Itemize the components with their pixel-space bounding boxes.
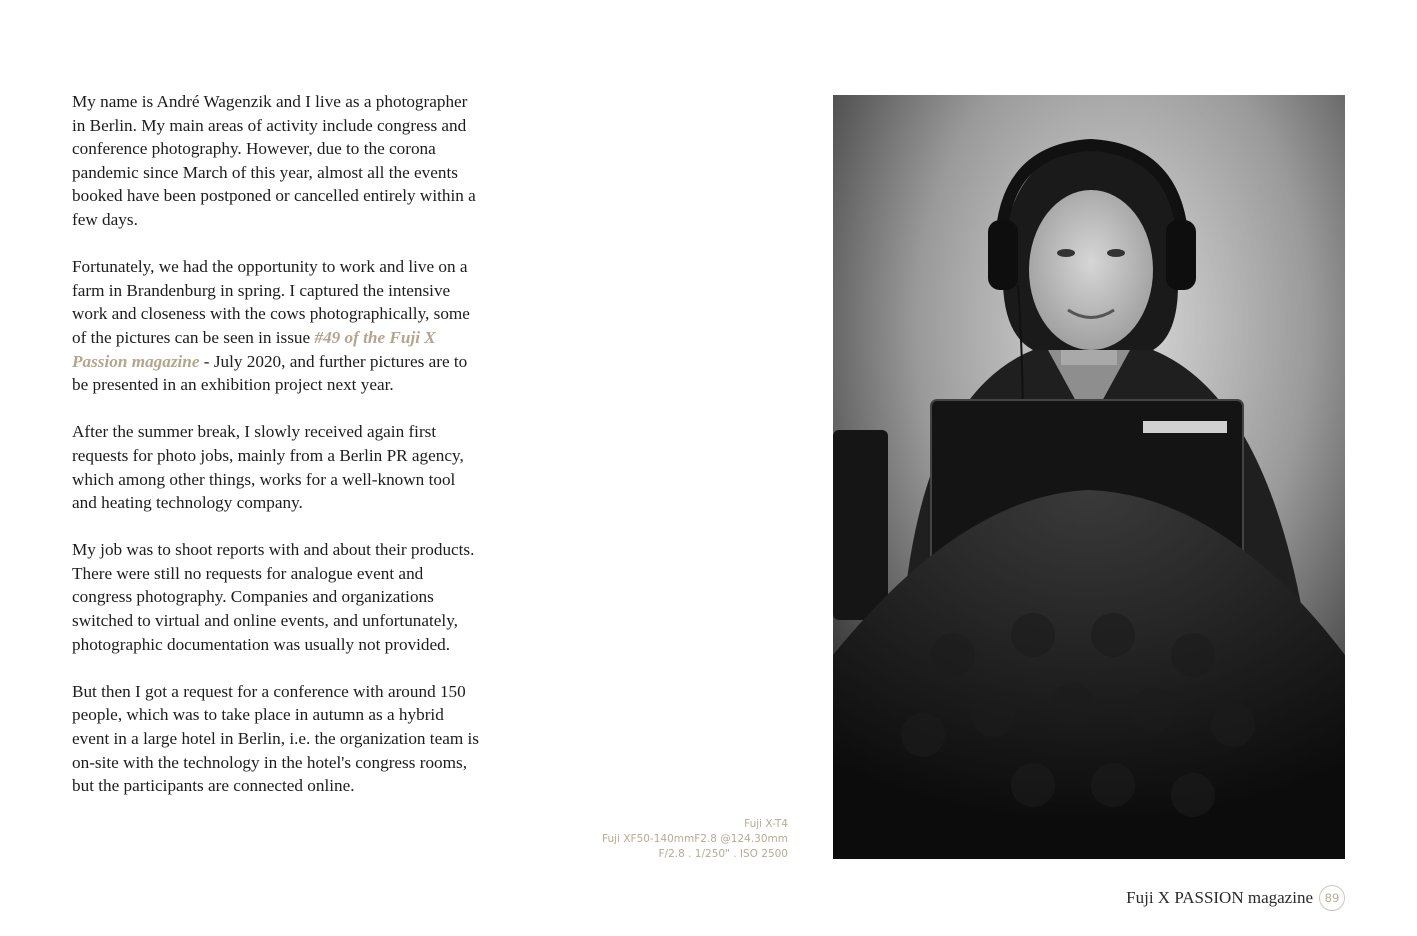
paragraph-3: After the summer break, I slowly received again first requests for photo jobs, mainly from a Berlin PR agency, which among other things, works for a well-known tool and heating technology company.	[72, 422, 464, 513]
paragraph-2-text-after: - July 2020, and further pictures are to be presented in an exhibition project next year.	[72, 351, 468, 395]
paragraph-1: My name is André Wagenzik and I live as a photographer in Berlin. My main areas of activity include congress and conference photography. However, due to the corona pandemic since March of this year, almost all the events booked have been postponed or cancelled entirely within a few days.	[72, 92, 476, 229]
article-body	[72, 90, 484, 821]
page-number-badge: 89	[1319, 885, 1345, 911]
caption-camera: Fuji X-T4	[744, 818, 788, 830]
paragraph-5: But then I got a request for a conference with around 150 people, which was to take place in autumn as a hybrid event in a large hotel in Berlin, i.e. the organization team is on-site with the technology in the hotel's congress rooms, but the participants are connected online.	[72, 681, 479, 796]
paragraph-2-text-before: Fortunately, we had the opportunity to work and live on a farm in Brandenburg in spring. I captured the intensive work and closeness with the cows photographically, some of the pictures can be seen in issue	[72, 257, 470, 347]
magazine-issue-link[interactable]: #49 of the Fuji X Passion magazine	[72, 327, 436, 371]
magazine-title: Fuji X PASSION magazine	[1126, 888, 1313, 907]
page-footer	[1126, 885, 1345, 911]
paragraph-2	[72, 255, 484, 397]
caption-lens: Fuji XF50-140mmF2.8 @124.30mm	[602, 833, 788, 846]
portrait-photo	[833, 95, 1345, 859]
photo-caption	[602, 817, 788, 863]
portrait-illustration	[833, 95, 1345, 859]
caption-settings: F/2.8 . 1/250" . ISO 2500	[658, 848, 788, 861]
paragraph-4: My job was to shoot reports with and about their products. There were still no requests for analogue event and congress photography. Companies and organizations switched to virtual and online events, and unfortunately, photographic documentation was usually not provided.	[72, 540, 475, 654]
